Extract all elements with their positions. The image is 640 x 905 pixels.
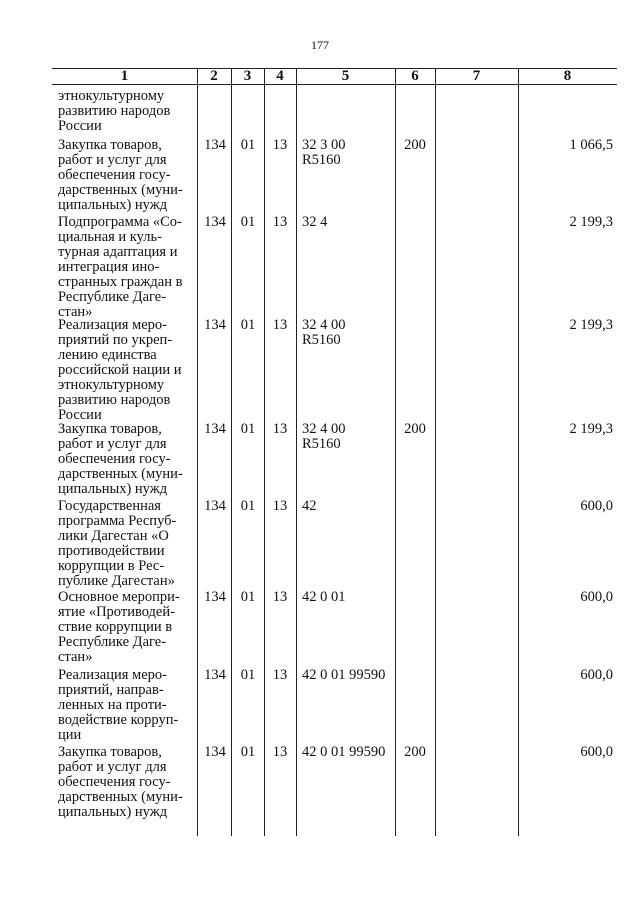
row-amount: 600,0 [580, 498, 613, 514]
row-code-6: 200 [404, 137, 426, 153]
row-name: Закупка товаров, работ и услуг для обеспечения госу- дарственных (муни- ципальных) нужд [58, 744, 183, 820]
header-col-2: 2 [210, 68, 218, 84]
column-divider [264, 68, 265, 836]
row-amount: 600,0 [580, 667, 613, 683]
header-col-8: 8 [563, 68, 572, 84]
row-code-4: 13 [272, 214, 288, 230]
row-code-6: 200 [404, 744, 426, 760]
row-code-2: 134 [204, 498, 226, 514]
row-code-3: 01 [240, 137, 256, 153]
column-divider [296, 68, 297, 836]
column-divider [231, 68, 232, 836]
row-amount: 2 199,3 [569, 214, 613, 230]
row-name: Подпрограмма «Со- циальная и куль- турная адаптация и интеграция ино- странных граждан в Республике Даге- стан» [58, 214, 183, 320]
column-divider [435, 68, 436, 836]
row-code-2: 134 [204, 317, 226, 333]
row-code-4: 13 [272, 589, 288, 605]
row-amount: 600,0 [580, 744, 613, 760]
header-col-1: 1 [120, 68, 129, 84]
row-code-3: 01 [240, 317, 256, 333]
row-code-4: 13 [272, 317, 288, 333]
row-code-2: 134 [204, 667, 226, 683]
row-code-5: 32 3 00 R5160 [302, 137, 346, 168]
row-amount: 2 199,3 [569, 421, 613, 437]
row-code-5: 32 4 [302, 214, 328, 230]
row-code-3: 01 [240, 589, 256, 605]
row-code-4: 13 [272, 421, 288, 437]
header-col-7: 7 [472, 68, 481, 84]
row-code-3: 01 [240, 498, 256, 514]
column-divider [395, 68, 396, 836]
row-name: Закупка товаров, работ и услуг для обеспечения госу- дарственных (муни- ципальных) нужд [58, 421, 183, 497]
row-code-4: 13 [272, 498, 288, 514]
row-code-3: 01 [240, 421, 256, 437]
column-divider [518, 68, 519, 836]
row-code-5: 42 0 01 99590 [302, 744, 386, 760]
row-code-5: 42 0 01 [302, 589, 346, 605]
row-code-3: 01 [240, 744, 256, 760]
row-code-4: 13 [272, 137, 288, 153]
row-name: Основное меропри- ятие «Противодей- ствие коррупции в Республике Даге- стан» [58, 589, 180, 665]
row-name: этнокультурному развитию народов России [58, 88, 171, 134]
row-code-6: 200 [404, 421, 426, 437]
row-code-2: 134 [204, 137, 226, 153]
row-code-3: 01 [240, 214, 256, 230]
row-name: Реализация меро- приятий, направ- ленных на проти- водействие корруп- ции [58, 667, 179, 743]
header-col-5: 5 [341, 68, 350, 84]
row-name: Реализация меро- приятий по укреп- лению единства российской нации и этнокультурному развитию народов России [58, 317, 182, 423]
header-bottom-border [52, 84, 617, 85]
row-code-5: 42 0 01 99590 [302, 667, 386, 683]
row-code-5: 42 [302, 498, 317, 514]
row-name: Государственная программа Респуб- лики Дагестан «О противодействии коррупции в Рес- публике Дагестан» [58, 498, 177, 589]
row-code-3: 01 [240, 667, 256, 683]
row-amount: 2 199,3 [569, 317, 613, 333]
row-code-4: 13 [272, 667, 288, 683]
row-amount: 1 066,5 [569, 137, 613, 153]
row-amount: 600,0 [580, 589, 613, 605]
row-code-4: 13 [272, 744, 288, 760]
row-code-2: 134 [204, 744, 226, 760]
row-code-5: 32 4 00 R5160 [302, 421, 346, 452]
row-code-2: 134 [204, 589, 226, 605]
header-col-6: 6 [411, 68, 419, 84]
row-name: Закупка товаров, работ и услуг для обеспечения госу- дарственных (муни- ципальных) нужд [58, 137, 183, 213]
header-col-3: 3 [243, 68, 252, 84]
row-code-5: 32 4 00 R5160 [302, 317, 346, 348]
row-code-2: 134 [204, 214, 226, 230]
page-number: 177 [311, 38, 329, 52]
header-col-4: 4 [276, 68, 284, 84]
row-code-2: 134 [204, 421, 226, 437]
